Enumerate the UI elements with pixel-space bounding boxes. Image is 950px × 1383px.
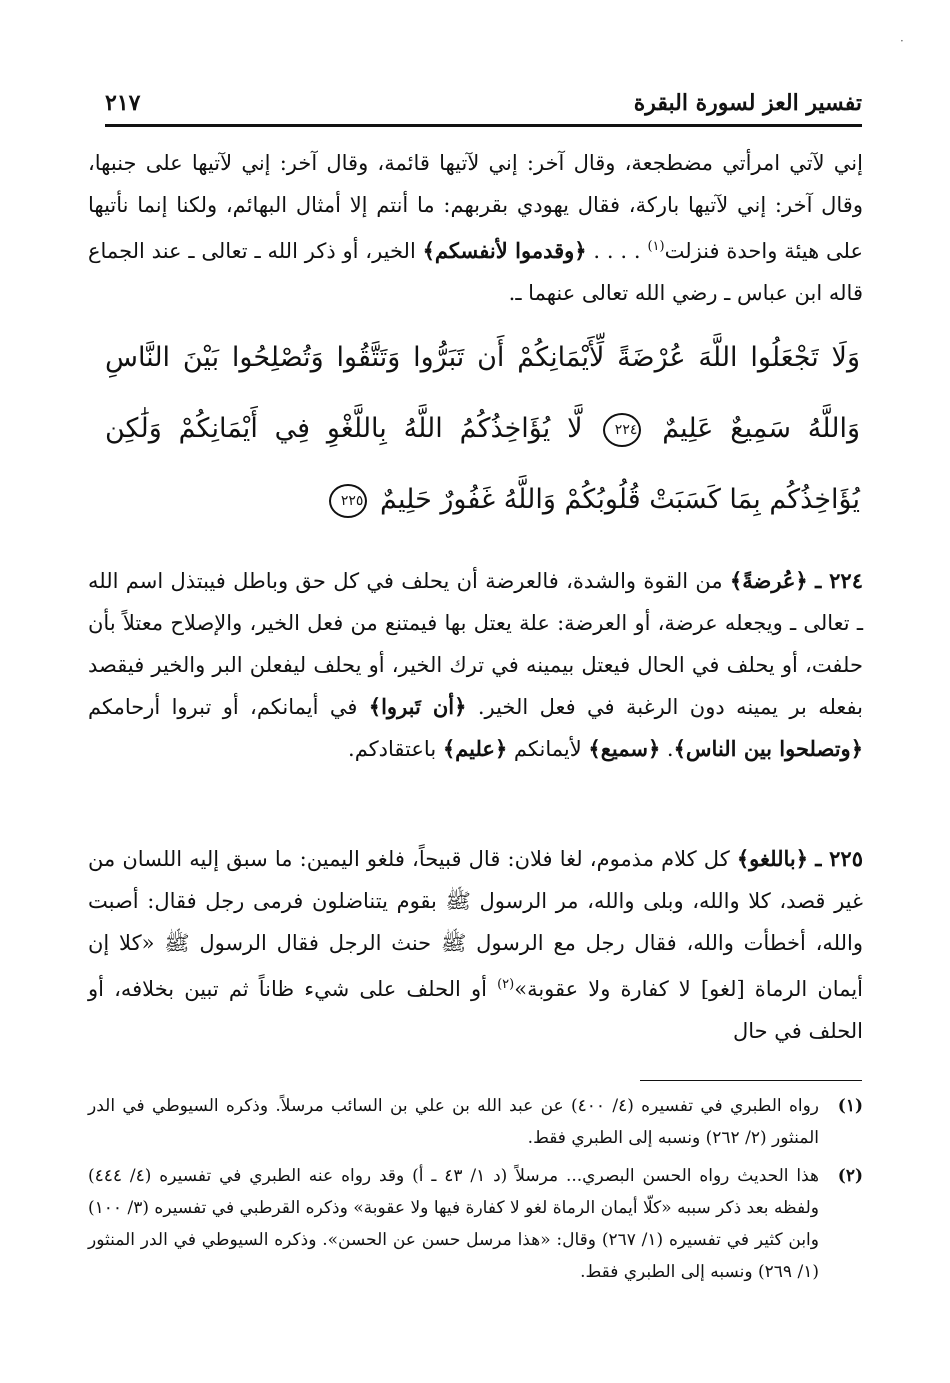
explanation: باعتقادكم.: [348, 737, 443, 761]
term: ﴿عليم﴾: [442, 736, 508, 761]
explanation: من القوة والشدة، فالعرضة أن يحلف في كل حق وباطل فيبتذل اسم الله ـ تعالى ـ ويجعله عرضة، أو العرضة: علة يعتل بها فيمتنع من فعل الخير، والإصلاح معتلاً بأن حلفت، أو يحلف في الحال فيعتل بيمينه في ترك الخير، أو يحلف ليفعلن البر والخير فيقصد بفعله بر يمينه دون الرغبة في فعل الخير.: [88, 569, 864, 719]
explanation: كل كلام مذموم، لغا فلان: قال قبيحاً، فلغو اليمين: ما سبق إليه اللسان من غير قصد، كلا والله، وبلى والله، مر الرسول ﷺ بقوم يتناضلون فرمى رجل فقال: أصبت والله، أخطأت والله، فقال رجل مع الرسول ﷺ حنث الرجل فقال الرسول ﷺ «كلا إن أيمان الرماة [لغو] لا كفارة ولا عقوبة»: [88, 847, 863, 1001]
quoted-phrase: ﴿وقدموا لأنفسكم﴾: [422, 238, 587, 263]
footnote-text: رواه الطبري في تفسيره (٤/ ٤٠٠) عن عبد الله بن علي بن السائب مرسلاً. وذكره السيوطي في الدر المنثور (٢/ ٢٦٢) ونسبه إلى الطبري فقط.: [88, 1096, 820, 1148]
explanation: لأيمانكم: [507, 737, 589, 761]
footnote-text: هذا الحديث رواه الحسن البصري... مرسلاً (د ١/ ٤٣ ـ أ) وقد رواه عنه الطبري في تفسيره (٤/ ٤٤٤) ولفظه بعد ذكر سببه «كلّا أيمان الرماة لغو لا كفارة فيها ولا عقوبة» وذكره القرطبي في تفسيره (٣/ ١٠٠) وابن كثير في تفسيره (١/ ٢٦٧) وقال: «هذا مرسل حسن عن الحسن». وذكره السيوطي في الدر المنثور (١/ ٢٦٩) ونسبه إلى الطبري فقط.: [88, 1166, 819, 1282]
term: ﴿عُرضةً﴾: [729, 568, 808, 593]
page-number: ٢١٧: [105, 90, 141, 116]
footnote: [88, 1160, 863, 1288]
intro-paragraph: [88, 142, 863, 314]
commentary-225: [88, 838, 863, 1052]
commentary-224: [88, 560, 863, 770]
ayah-number-225: ٢٢٥: [329, 484, 367, 518]
footnote-ref-2: (٢): [497, 977, 515, 992]
header-rule: [105, 124, 862, 127]
scan-mark: ·: [900, 34, 904, 48]
commentary-number: ٢٢٤ ـ: [815, 568, 863, 593]
footnote-number: (١): [837, 1096, 863, 1116]
verse-224-text: وَلَا تَجْعَلُوا اللَّهَ عُرْضَةً لِّأَيْمَانِكُمْ أَن تَبَرُّوا وَتَتَّقُوا وَتُصْلِحُوا بَيْنَ النَّاسِ وَاللَّهُ سَمِيعٌ عَلِيمٌ: [105, 342, 860, 444]
explanation: في أيمانكم، أو تبروا أرحامكم: [88, 695, 369, 719]
explanation: أو الحلف على شيء ظاناً ثم تبين بخلافه، أو الحلف في حال: [88, 977, 863, 1043]
quran-verses: [105, 322, 860, 535]
footnote: [88, 1090, 863, 1154]
intro-text: إني لآتي امرأتي مضطجعة، وقال آخر: إني لآتيها قائمة، وقال آخر: إني لآتيها على جنبها، وقال آخر: إني لآتيها باركة، فقال يهودي بقربهم: ما أنتم إلا أمثال البهائم، ولكنا إنما نأتيها على هيئة واحدة فنزلت: [88, 151, 864, 263]
term: ﴿وتصلحوا بين الناس﴾: [673, 736, 863, 761]
verse-225-text: لَّا يُؤَاخِذُكُمُ اللَّهُ بِاللَّغْوِ فِي أَيْمَانِكُمْ وَلَٰكِن يُؤَاخِذُكُم بِمَا كَسَبَتْ قُلُوبُكُمْ وَاللَّهُ غَفُورٌ حَلِيمٌ: [105, 413, 860, 515]
ayah-number-224: ٢٢٤: [603, 413, 641, 447]
term: ﴿باللغو﴾: [736, 846, 809, 871]
page-header: [105, 84, 862, 122]
footnote-number: (٢): [837, 1166, 863, 1186]
running-title: تفسير العز لسورة البقرة: [633, 90, 862, 116]
footnotes: [88, 1090, 863, 1294]
intro-rest: الخير، أو ذكر الله ـ تعالى ـ عند الجماع قاله ابن عباس ـ رضي الله تعالى عنهما ـ.: [88, 239, 863, 305]
footnote-rule: [640, 1080, 862, 1081]
footnote-ref-1: (١): [647, 239, 665, 254]
explanation: .: [660, 737, 674, 761]
term: ﴿سميع﴾: [588, 736, 661, 761]
commentary-number: ٢٢٥ ـ: [815, 846, 863, 871]
intro-dots: . . . .: [586, 239, 648, 263]
term: ﴿أن تَبروا﴾: [368, 694, 467, 719]
